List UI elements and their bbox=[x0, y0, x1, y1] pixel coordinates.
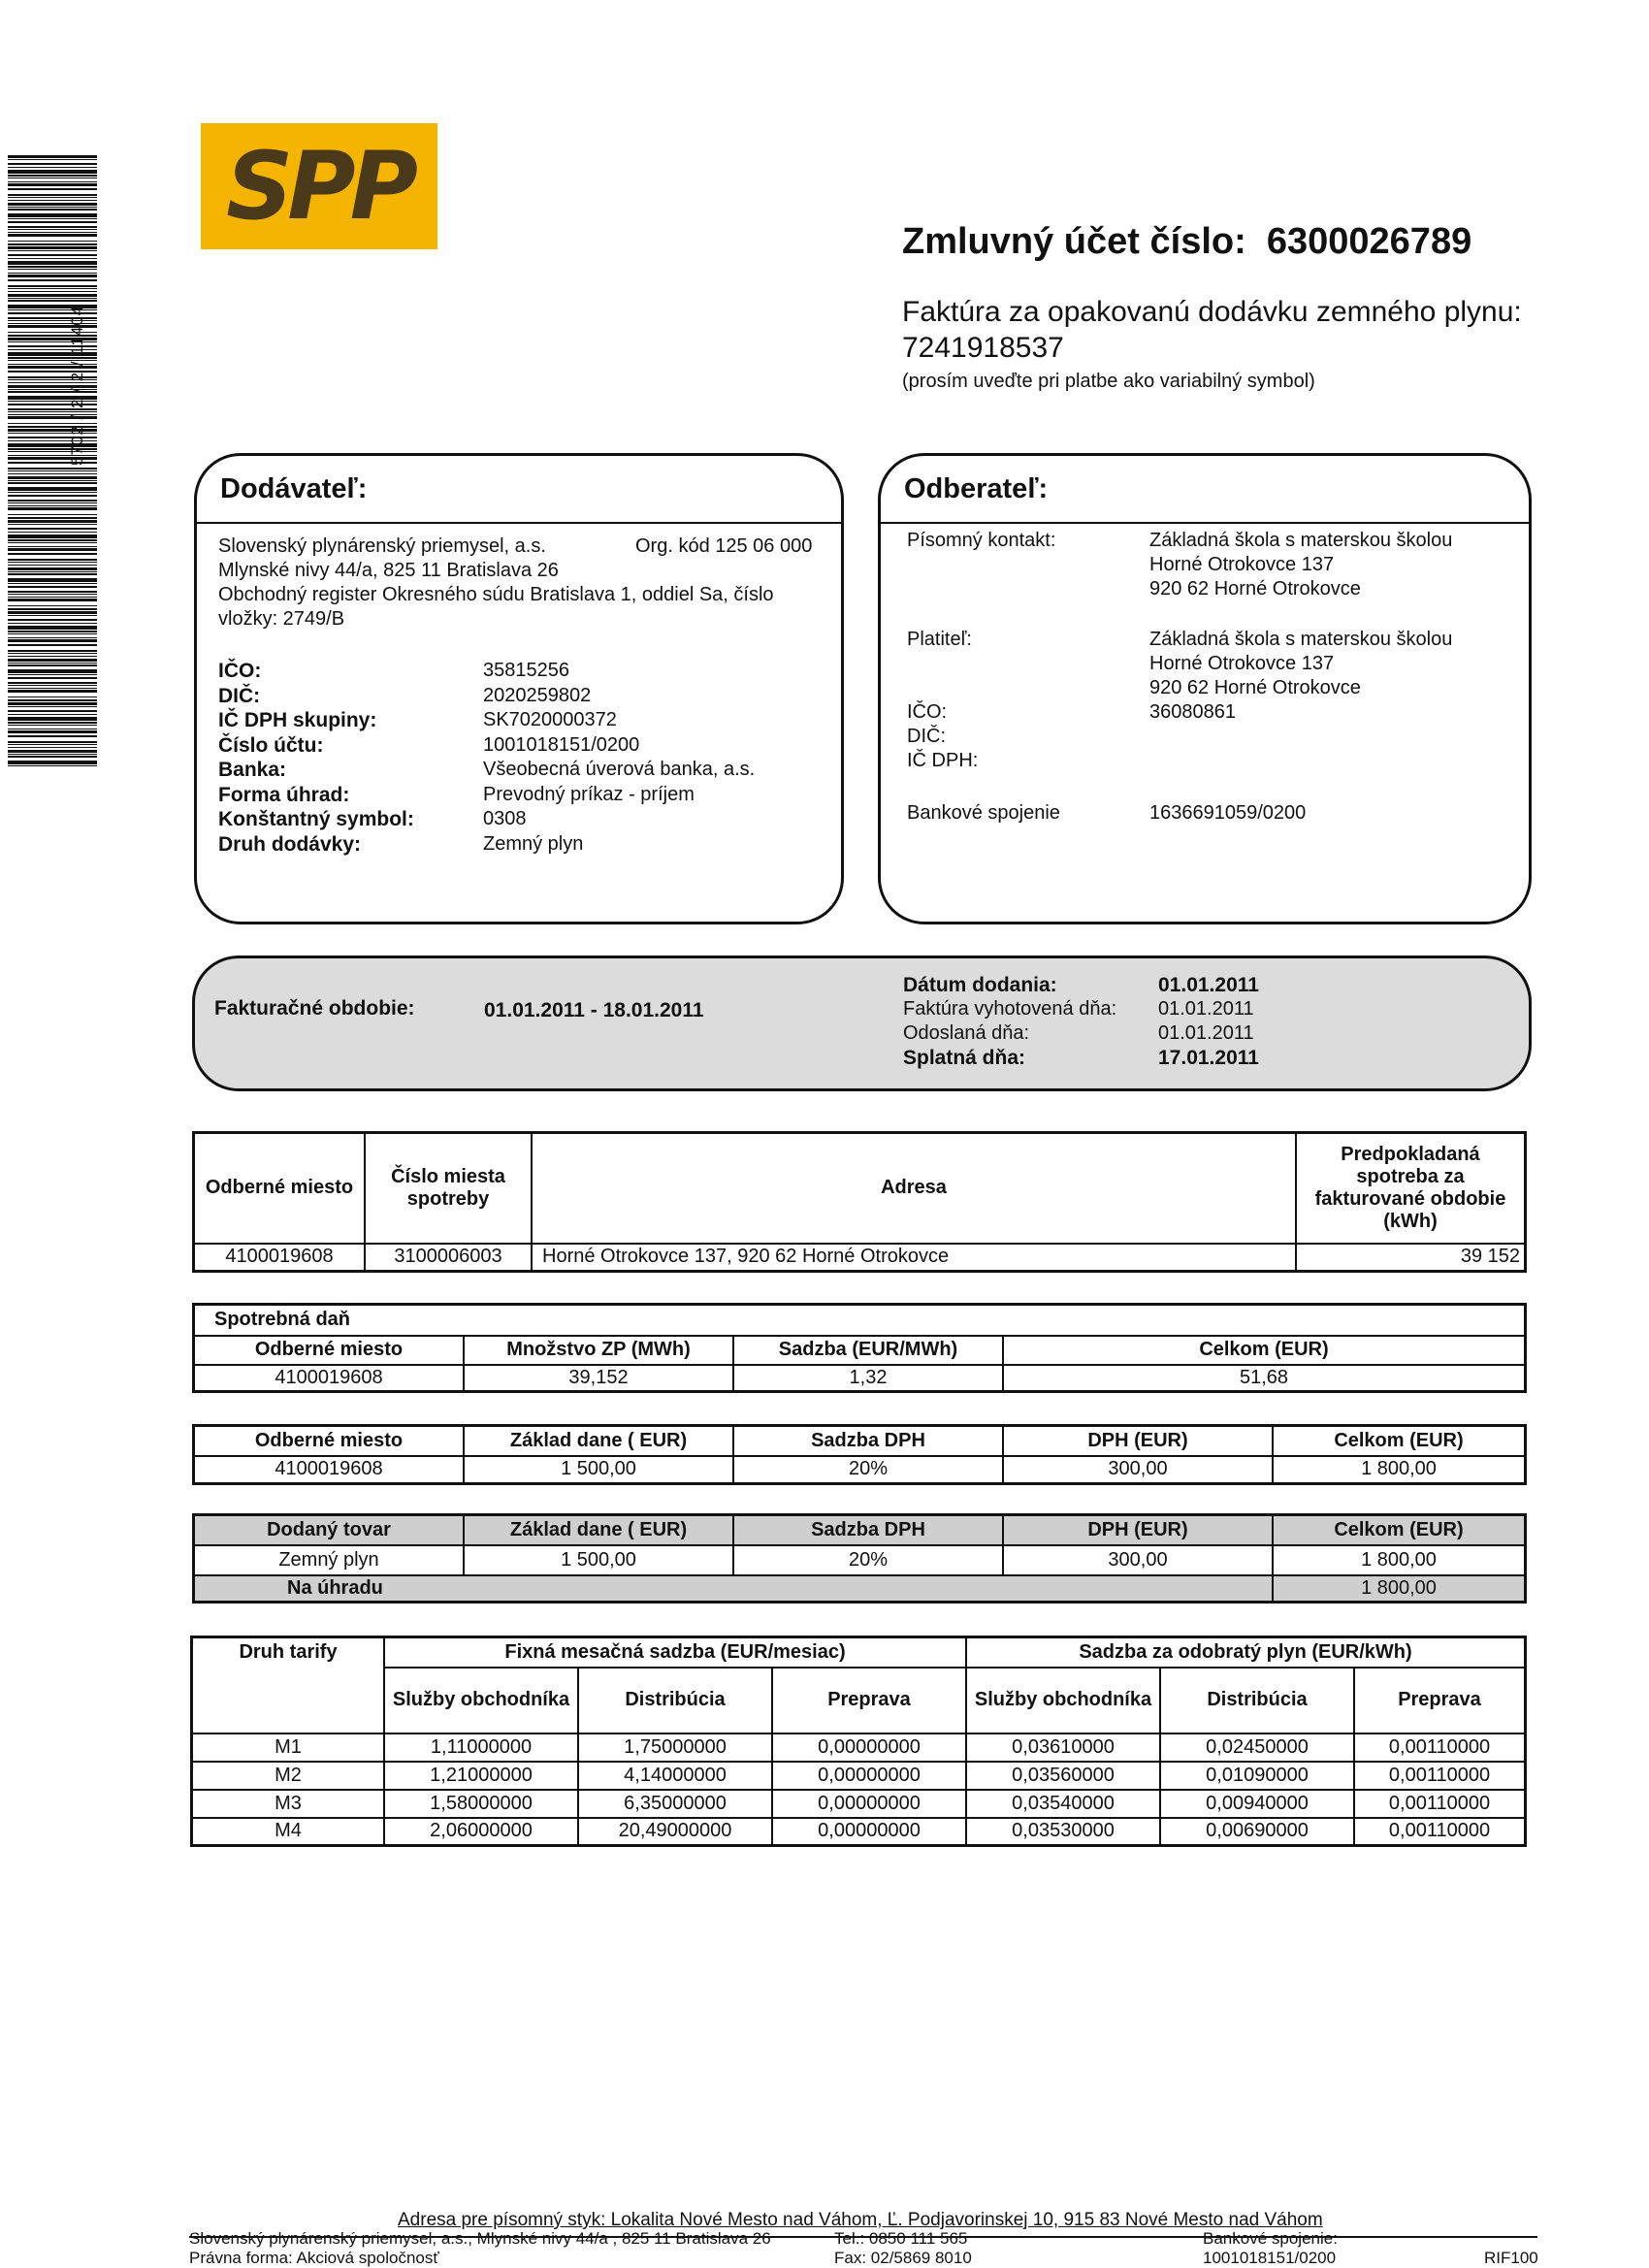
customer-ico-label: IČO: bbox=[907, 701, 948, 723]
invoice-note: (prosím uveďte pri platbe ako variabilný symbol) bbox=[902, 371, 1315, 392]
barcode-bar bbox=[8, 730, 97, 733]
barcode-bar bbox=[8, 229, 97, 230]
col-vat: DPH (EUR) bbox=[1003, 1515, 1273, 1545]
barcode-bar bbox=[8, 163, 97, 165]
cell-distribution-rate: 0,02450000 bbox=[1160, 1733, 1354, 1762]
col-rate: Sadzba (EUR/MWh) bbox=[733, 1336, 1003, 1365]
barcode-bar bbox=[8, 288, 97, 289]
sub-merchant-rate: Služby obchodníka bbox=[966, 1668, 1160, 1733]
cell-total: 1 800,00 bbox=[1273, 1456, 1526, 1484]
barcode-bar bbox=[8, 608, 97, 610]
cell-transport-rate: 0,00110000 bbox=[1354, 1818, 1526, 1846]
contact-line-3: 920 62 Horné Otrokovce bbox=[1149, 578, 1361, 599]
payer-label: Platiteľ: bbox=[907, 629, 972, 650]
barcode-bar bbox=[8, 175, 97, 177]
barcode-bar bbox=[8, 500, 97, 502]
vat-table bbox=[192, 1424, 1527, 1485]
cell-vat-rate: 20% bbox=[733, 1545, 1003, 1575]
footer-fax: Fax: 02/5869 8010 bbox=[834, 2249, 972, 2267]
payer-line-1: Základná škola s materskou školou bbox=[1149, 629, 1453, 650]
cell-tariff: M2 bbox=[192, 1762, 385, 1790]
col-quantity: Množstvo ZP (MWh) bbox=[464, 1336, 733, 1365]
barcode-bar bbox=[8, 167, 97, 168]
barcode-bar bbox=[8, 524, 97, 525]
cell-quantity: 39,152 bbox=[464, 1365, 733, 1392]
footer-form-code: RIF100 bbox=[1484, 2249, 1538, 2267]
amount-due-value: 1 800,00 bbox=[1273, 1575, 1526, 1603]
barcode-bar bbox=[8, 291, 97, 292]
barcode-bar bbox=[8, 520, 97, 523]
barcode-bar bbox=[8, 470, 97, 471]
col-vat: DPH (EUR) bbox=[1003, 1426, 1273, 1456]
barcode-bar bbox=[8, 194, 97, 196]
footer-phone: Tel.: 0850 111 565 bbox=[834, 2229, 968, 2248]
supplier-field-label: Číslo účtu: bbox=[218, 733, 324, 757]
customer-bank-label: Bankové spojenie bbox=[907, 802, 1060, 824]
barcode-bar bbox=[8, 266, 97, 268]
barcode-bar bbox=[8, 578, 97, 582]
table-row bbox=[192, 1762, 1526, 1790]
logo-text: SPP bbox=[226, 132, 412, 241]
barcode-bar bbox=[8, 750, 97, 753]
cell-rate: 1,32 bbox=[733, 1365, 1003, 1392]
barcode-bar bbox=[8, 553, 97, 555]
invoice-subtitle: Faktúra za opakovanú dodávku zemného plynu: bbox=[902, 296, 1522, 328]
cell-distribution-fixed: 1,75000000 bbox=[578, 1733, 772, 1762]
period-date-label: Splatná dňa: bbox=[903, 1047, 1026, 1069]
cell-transport-rate: 0,00110000 bbox=[1354, 1733, 1526, 1762]
barcode-bar bbox=[8, 197, 97, 198]
sub-transport-rate: Preprava bbox=[1354, 1668, 1526, 1733]
barcode-bar bbox=[8, 243, 97, 245]
period-date-label: Faktúra vyhotovená dňa: bbox=[903, 998, 1117, 1020]
col-expected-consumption: Predpokladaná spotreba za fakturované obdobie (kWh) bbox=[1296, 1133, 1526, 1244]
supplier-field-value: 35815256 bbox=[483, 660, 569, 681]
amount-due-row bbox=[194, 1575, 1526, 1603]
barcode-bar bbox=[8, 591, 97, 593]
col-total: Celkom (EUR) bbox=[1273, 1426, 1526, 1456]
barcode-bar bbox=[8, 170, 97, 174]
cell-distribution-rate: 0,00690000 bbox=[1160, 1818, 1354, 1846]
barcode-bar bbox=[8, 507, 97, 510]
barcode-bar bbox=[8, 623, 97, 624]
cell-address: Horné Otrokovce 137, 920 62 Horné Otrokovce bbox=[532, 1244, 1296, 1272]
customer-icdph-label: IČ DPH: bbox=[907, 750, 979, 771]
period-date-value: 17.01.2011 bbox=[1158, 1047, 1259, 1069]
barcode-bar bbox=[8, 567, 97, 570]
barcode-bar bbox=[8, 546, 97, 547]
cell-place: 4100019608 bbox=[194, 1365, 465, 1392]
barcode-bar bbox=[8, 702, 97, 705]
cell-transport-fixed: 0,00000000 bbox=[772, 1733, 966, 1762]
col-goods: Dodaný tovar bbox=[194, 1515, 465, 1545]
period-date-value: 01.01.2011 bbox=[1158, 998, 1254, 1020]
col-tax-base: Základ dane ( EUR) bbox=[464, 1515, 733, 1545]
col-tax-base: Základ dane ( EUR) bbox=[464, 1426, 733, 1456]
excise-tax-table bbox=[192, 1303, 1527, 1393]
excise-title: Spotrebná daň bbox=[194, 1305, 1526, 1336]
barcode-bar bbox=[8, 597, 97, 598]
cell-merchant-rate: 0,03540000 bbox=[966, 1790, 1160, 1818]
barcode-bar bbox=[8, 473, 97, 474]
billing-period-label: Fakturačné obdobie: bbox=[214, 997, 415, 1020]
cell-place: 4100019608 bbox=[194, 1456, 465, 1484]
col-place: Odberné miesto bbox=[194, 1426, 465, 1456]
supplier-field-label: Konštantný symbol: bbox=[218, 808, 414, 830]
barcode-bar bbox=[8, 725, 97, 726]
barcode-bar bbox=[8, 528, 97, 530]
barcode-bar bbox=[8, 573, 97, 575]
barcode-bar bbox=[8, 710, 97, 712]
contact-line-1: Základná škola s materskou školou bbox=[1149, 530, 1453, 551]
barcode-bar bbox=[8, 626, 97, 630]
barcode-bar bbox=[8, 218, 97, 219]
sub-merchant-fixed: Služby obchodníka bbox=[384, 1668, 578, 1733]
customer-panel bbox=[878, 453, 1532, 924]
supplier-field-label: Banka: bbox=[218, 759, 287, 781]
barcode-bar bbox=[8, 213, 97, 217]
barcode-bar bbox=[8, 583, 97, 584]
col-fixed-rate: Fixná mesačná sadzba (EUR/mesiac) bbox=[384, 1637, 966, 1668]
cell-merchant-rate: 0,03530000 bbox=[966, 1818, 1160, 1846]
barcode-bar bbox=[8, 188, 97, 190]
amount-due-label: Na úhradu bbox=[194, 1575, 1274, 1603]
barcode-bar bbox=[8, 250, 97, 251]
cell-total: 1 800,00 bbox=[1273, 1545, 1526, 1575]
spp-logo bbox=[201, 123, 437, 249]
cell-goods: Zemný plyn bbox=[194, 1545, 465, 1575]
barcode-bar bbox=[8, 246, 97, 249]
barcode-bar bbox=[8, 261, 97, 265]
table-row bbox=[194, 1365, 1526, 1392]
barcode-bar bbox=[8, 631, 97, 632]
cell-vat: 300,00 bbox=[1003, 1545, 1273, 1575]
barcode-bar bbox=[8, 586, 97, 588]
payer-line-2: Horné Otrokovce 137 bbox=[1149, 653, 1335, 674]
period-date-value: 01.01.2011 bbox=[1158, 974, 1259, 996]
barcode-bar bbox=[8, 183, 97, 186]
barcode-bar bbox=[8, 232, 97, 233]
barcode-bar bbox=[8, 487, 97, 491]
customer-dic-label: DIČ: bbox=[907, 726, 946, 747]
cell-transport-rate: 0,00110000 bbox=[1354, 1790, 1526, 1818]
barcode-bar bbox=[8, 155, 97, 158]
billing-period-value: 01.01.2011 - 18.01.2011 bbox=[484, 999, 704, 1021]
barcode-bar bbox=[8, 605, 97, 606]
supplier-field-value: Všeobecná úverová banka, a.s. bbox=[483, 759, 756, 780]
period-date-value: 01.01.2011 bbox=[1158, 1022, 1254, 1044]
cell-transport-fixed: 0,00000000 bbox=[772, 1762, 966, 1790]
col-total: Celkom (EUR) bbox=[1003, 1336, 1526, 1365]
col-gas-rate: Sadzba za odobratý plyn (EUR/kWh) bbox=[966, 1637, 1526, 1668]
table-row bbox=[194, 1244, 1526, 1272]
payer-line-3: 920 62 Horné Otrokovce bbox=[1149, 677, 1361, 698]
customer-bank-account: 1636691059/0200 bbox=[1149, 802, 1307, 824]
barcode-bar bbox=[8, 754, 97, 755]
table-row bbox=[192, 1818, 1526, 1846]
table-row bbox=[194, 1545, 1526, 1575]
customer-panel-header bbox=[881, 456, 1529, 524]
barcode-bar bbox=[8, 258, 97, 259]
cell-merchant-fixed: 1,21000000 bbox=[384, 1762, 578, 1790]
barcode-bar bbox=[8, 254, 97, 256]
supplier-field-value: Zemný plyn bbox=[483, 832, 584, 855]
supplier-address: Mlynské nivy 44/a, 825 11 Bratislava 26 bbox=[218, 560, 559, 581]
contract-account-label: Zmluvný účet číslo: bbox=[902, 221, 1246, 262]
sub-distribution-fixed: Distribúcia bbox=[578, 1668, 772, 1733]
period-date-label: Dátum dodania: bbox=[903, 974, 1057, 996]
invoice-number: 7241918537 bbox=[902, 332, 1064, 364]
barcode-bar bbox=[8, 717, 97, 721]
supplier-org-code: Org. kód 125 06 000 bbox=[635, 535, 813, 557]
barcode-bar bbox=[8, 741, 97, 743]
barcode-bar bbox=[8, 505, 97, 506]
sub-transport-fixed: Preprava bbox=[772, 1668, 966, 1733]
col-vat-rate: Sadzba DPH bbox=[733, 1515, 1003, 1545]
barcode-bar bbox=[8, 735, 97, 737]
billing-period-panel bbox=[192, 956, 1532, 1091]
barcode-bar bbox=[8, 159, 97, 160]
barcode-bar bbox=[8, 209, 97, 211]
cell-transport-fixed: 0,00000000 bbox=[772, 1790, 966, 1818]
supplier-panel bbox=[194, 453, 844, 924]
col-address: Adresa bbox=[532, 1133, 1296, 1244]
barcode-bar bbox=[8, 682, 97, 684]
period-date-label: Odoslaná dňa: bbox=[903, 1022, 1030, 1044]
barcode-bar bbox=[8, 639, 97, 642]
supplier-field-value: SK7020000372 bbox=[483, 709, 617, 730]
barcode-bar bbox=[8, 747, 97, 748]
footer-bank-account: 1001018151/0200 bbox=[1203, 2249, 1337, 2267]
cell-vat: 300,00 bbox=[1003, 1456, 1273, 1484]
supplier-field-value: 1001018151/0200 bbox=[483, 733, 640, 756]
barcode-bar bbox=[8, 275, 97, 277]
cell-distribution-fixed: 6,35000000 bbox=[578, 1790, 772, 1818]
supplier-field-value: 2020259802 bbox=[483, 684, 592, 706]
contract-account-number: 6300026789 bbox=[1266, 221, 1472, 262]
barcode-bar bbox=[8, 294, 97, 297]
customer-heading: Odberateľ: bbox=[904, 473, 1049, 504]
barcode-bar bbox=[8, 664, 97, 666]
sub-distribution-rate: Distribúcia bbox=[1160, 1668, 1354, 1733]
barcode-bar bbox=[8, 241, 97, 242]
cell-tax-base: 1 500,00 bbox=[464, 1545, 733, 1575]
col-place: Odberné miesto bbox=[194, 1336, 465, 1365]
supplier-heading: Dodávateľ: bbox=[220, 473, 368, 504]
barcode-bar bbox=[8, 480, 97, 481]
supplier-panel-header bbox=[197, 456, 841, 524]
supplier-register-2: vložky: 2749/B bbox=[218, 608, 345, 630]
barcode-bar bbox=[8, 221, 97, 223]
supplier-name: Slovenský plynárenský priemysel, a.s. bbox=[218, 535, 546, 557]
cell-tax-base: 1 500,00 bbox=[464, 1456, 733, 1484]
barcode-bar bbox=[8, 722, 97, 724]
barcode-bar bbox=[8, 594, 97, 595]
barcode-bar bbox=[8, 615, 97, 616]
supplier-field-value: Prevodný príkaz - príjem bbox=[483, 783, 695, 805]
barcode-bar bbox=[8, 663, 97, 664]
cell-distribution-rate: 0,01090000 bbox=[1160, 1762, 1354, 1790]
col-total: Celkom (EUR) bbox=[1273, 1515, 1526, 1545]
barcode-bar bbox=[8, 468, 97, 470]
barcode-bar bbox=[8, 279, 97, 281]
barcode-bar bbox=[8, 562, 97, 563]
barcode-bar bbox=[8, 269, 97, 270]
consumption-place-table bbox=[192, 1131, 1527, 1273]
cell-place-number: 3100006003 bbox=[365, 1244, 532, 1272]
cell-tariff: M1 bbox=[192, 1733, 385, 1762]
barcode-bar bbox=[8, 706, 97, 707]
barcode-bar bbox=[8, 234, 97, 237]
barcode-bar bbox=[8, 633, 97, 634]
barcode-bar bbox=[8, 690, 97, 693]
barcode-bar bbox=[8, 650, 97, 652]
cell-total: 51,68 bbox=[1003, 1365, 1526, 1392]
cell-transport-fixed: 0,00000000 bbox=[772, 1818, 966, 1846]
goods-table bbox=[192, 1513, 1527, 1604]
footer-company: Slovenský plynárenský priemysel, a.s., Mlynské nivy 44/a , 825 11 Bratislava 26 bbox=[189, 2229, 771, 2248]
barcode-number: 5702 / 2 / 2 / 11404 bbox=[68, 305, 86, 466]
barcode-bar bbox=[8, 685, 97, 686]
barcode-bar bbox=[8, 669, 97, 673]
barcode-bar bbox=[8, 559, 97, 561]
cell-merchant-fixed: 2,06000000 bbox=[384, 1818, 578, 1846]
barcode-bar bbox=[8, 653, 97, 654]
supplier-register: Obchodný register Okresného súdu Bratislava 1, oddiel Sa, číslo bbox=[218, 584, 774, 605]
cell-tariff: M4 bbox=[192, 1818, 385, 1846]
customer-ico: 36080861 bbox=[1149, 701, 1236, 723]
footer-legal-form: Právna forma: Akciová spoločnosť bbox=[189, 2249, 439, 2267]
supplier-field-label: DIČ: bbox=[218, 684, 261, 707]
col-place: Odberné miesto bbox=[194, 1133, 366, 1244]
cell-place: 4100019608 bbox=[194, 1244, 366, 1272]
barcode-bar bbox=[8, 200, 97, 201]
cell-tariff: M3 bbox=[192, 1790, 385, 1818]
cell-transport-rate: 0,00110000 bbox=[1354, 1762, 1526, 1790]
cell-vat-rate: 20% bbox=[733, 1456, 1003, 1484]
barcode-bar bbox=[8, 514, 97, 515]
cell-merchant-fixed: 1,11000000 bbox=[384, 1733, 578, 1762]
barcode-bar bbox=[8, 535, 97, 538]
barcode-bar bbox=[8, 203, 97, 206]
contact-line-2: Horné Otrokovce 137 bbox=[1149, 554, 1335, 575]
footer-correspondence-address: Adresa pre písomný styk: Lokalita Nové Mesto nad Váhom, Ľ. Podjavorinskej 10, 915 83 Nové Mesto nad Váhom bbox=[398, 2210, 1323, 2230]
cell-distribution-rate: 0,00940000 bbox=[1160, 1790, 1354, 1818]
barcode-bar bbox=[8, 644, 97, 646]
col-place-number: Číslo miesta spotreby bbox=[365, 1133, 532, 1244]
barcode-bar bbox=[8, 599, 97, 601]
cell-merchant-rate: 0,03560000 bbox=[966, 1762, 1160, 1790]
barcode-bar bbox=[8, 273, 97, 274]
contact-label: Písomný kontakt: bbox=[907, 530, 1056, 551]
barcode-bar bbox=[8, 571, 97, 572]
barcode-bar bbox=[8, 699, 97, 701]
barcode-bar bbox=[8, 476, 97, 479]
supplier-field-value: 0308 bbox=[483, 808, 527, 829]
barcode-bar bbox=[8, 674, 97, 675]
barcode-bar bbox=[8, 756, 97, 758]
cell-distribution-fixed: 4,14000000 bbox=[578, 1762, 772, 1790]
barcode-bar bbox=[8, 285, 97, 287]
contract-account-title bbox=[902, 221, 1471, 263]
table-row bbox=[194, 1456, 1526, 1484]
barcode-bar bbox=[8, 502, 97, 503]
barcode-bar bbox=[8, 517, 97, 519]
supplier-field-label: Forma úhrad: bbox=[218, 783, 350, 806]
barcode-bar bbox=[8, 637, 97, 638]
barcode-bar bbox=[8, 677, 97, 679]
barcode-bar bbox=[8, 226, 97, 228]
supplier-field-label: IČO: bbox=[218, 660, 262, 682]
barcode-bar bbox=[8, 714, 97, 715]
barcode-bar bbox=[8, 565, 97, 566]
supplier-field-label: Druh dodávky: bbox=[218, 832, 362, 856]
barcode-bar bbox=[8, 482, 97, 484]
cell-merchant-rate: 0,03610000 bbox=[966, 1733, 1160, 1762]
barcode-bar bbox=[8, 539, 97, 541]
col-tariff-type: Druh tarify bbox=[192, 1637, 385, 1733]
barcode-bar bbox=[8, 765, 97, 766]
table-row bbox=[192, 1790, 1526, 1818]
cell-merchant-fixed: 1,58000000 bbox=[384, 1790, 578, 1818]
table-row bbox=[192, 1733, 1526, 1762]
barcode-bar bbox=[8, 532, 97, 533]
barcode-bar bbox=[8, 495, 97, 497]
barcode-bar bbox=[8, 744, 97, 745]
barcode-bar bbox=[8, 761, 97, 764]
barcode-bar bbox=[8, 542, 97, 543]
barcode-bar bbox=[8, 659, 97, 662]
barcode-bar bbox=[8, 619, 97, 621]
barcode-bar bbox=[8, 207, 97, 208]
barcode bbox=[8, 155, 97, 776]
col-vat-rate: Sadzba DPH bbox=[733, 1426, 1003, 1456]
cell-consumption: 39 152 bbox=[1296, 1244, 1526, 1272]
barcode-bar bbox=[8, 688, 97, 689]
barcode-bar bbox=[8, 548, 97, 551]
barcode-bar bbox=[8, 181, 97, 182]
supplier-field-label: IČ DPH skupiny: bbox=[218, 709, 377, 731]
barcode-bar bbox=[8, 300, 97, 302]
cell-distribution-fixed: 20,49000000 bbox=[578, 1818, 772, 1846]
barcode-bar bbox=[8, 656, 97, 657]
barcode-bar bbox=[8, 611, 97, 614]
barcode-bar bbox=[8, 492, 97, 493]
barcode-bar bbox=[8, 298, 97, 299]
footer-bank-label: Bankové spojenie: bbox=[1203, 2229, 1338, 2248]
tariff-table bbox=[190, 1636, 1527, 1847]
